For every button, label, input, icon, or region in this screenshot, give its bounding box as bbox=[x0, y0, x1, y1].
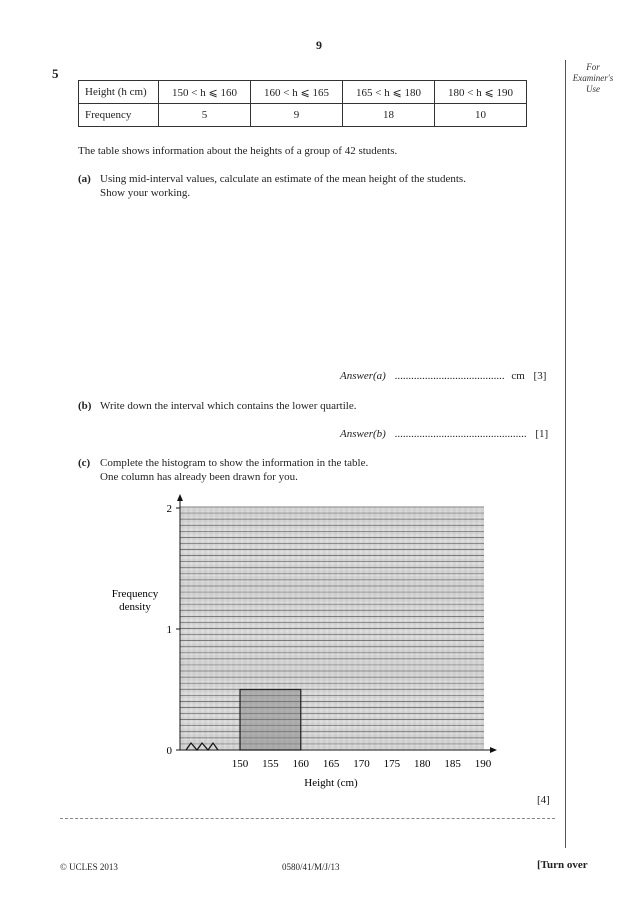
table-cell: 9 bbox=[251, 104, 343, 127]
part-a-unit: cm bbox=[511, 370, 525, 382]
x-tick-label: 185 bbox=[444, 758, 461, 770]
x-tick-label: 170 bbox=[353, 758, 370, 770]
page-number: 9 bbox=[316, 38, 322, 52]
part-b-question: Write down the interval which contains the lower quartile. bbox=[100, 400, 357, 412]
part-a-line-1: Using mid-interval values, calculate an estimate of the mean height of the students. bbox=[100, 173, 466, 185]
x-tick-label: 190 bbox=[474, 758, 492, 770]
part-a-line-2: Show your working. bbox=[100, 187, 191, 199]
examiner-line-2: Examiner's bbox=[572, 73, 614, 83]
y-tick-label: 2 bbox=[166, 503, 172, 515]
part-b-marks: [1] bbox=[535, 428, 549, 440]
y-axis-arrow bbox=[177, 494, 183, 501]
x-tick-label: 175 bbox=[383, 758, 401, 770]
table-cell: 10 bbox=[435, 104, 527, 127]
table-row-header: Frequency bbox=[79, 104, 159, 127]
x-tick-label: 165 bbox=[322, 758, 340, 770]
chart-bars bbox=[240, 690, 301, 751]
x-tick-label: 160 bbox=[292, 758, 309, 770]
part-b-answer-field[interactable]: ................................................ bbox=[394, 428, 527, 440]
part-b-label: (b) bbox=[78, 400, 92, 412]
table-cell: 150 < h ⩽ 160 bbox=[159, 81, 251, 104]
histogram-bar bbox=[240, 690, 301, 751]
bottom-rule bbox=[60, 818, 555, 819]
x-tick-label: 180 bbox=[414, 758, 431, 770]
part-a-marks: [3] bbox=[533, 370, 547, 382]
intro-text: The table shows information about the heights of a group of 42 students. bbox=[78, 145, 398, 157]
x-axis-arrow bbox=[490, 747, 497, 753]
part-b-answer-label: Answer(b) bbox=[340, 428, 386, 440]
part-a-answer-label: Answer(a) bbox=[340, 370, 386, 382]
y-axis-label-line-1: Frequency bbox=[111, 588, 159, 600]
examiner-line-1: For bbox=[586, 62, 600, 72]
footer-code: 0580/41/M/J/13 bbox=[282, 862, 340, 872]
footer-copyright: © UCLES 2013 bbox=[60, 862, 118, 872]
y-axis-label-line-2: density bbox=[119, 601, 151, 613]
part-c-line-2: One column has already been drawn for you. bbox=[100, 471, 298, 483]
question-number: 5 bbox=[52, 66, 59, 81]
table-cell: 165 < h ⩽ 180 bbox=[343, 81, 435, 104]
x-tick-label: 155 bbox=[262, 758, 279, 770]
table-cell: 18 bbox=[343, 104, 435, 127]
table-cell: 160 < h ⩽ 165 bbox=[251, 81, 343, 104]
examiner-line-3: Use bbox=[586, 84, 600, 94]
part-a-label: (a) bbox=[78, 173, 91, 185]
part-c-marks: [4] bbox=[537, 794, 550, 806]
table-cell: 5 bbox=[159, 104, 251, 127]
turn-over: [Turn over bbox=[537, 859, 588, 871]
part-c-line-1: Complete the histogram to show the information in the table. bbox=[100, 457, 369, 469]
x-tick-label: 150 bbox=[231, 758, 249, 770]
part-c-label: (c) bbox=[78, 457, 91, 469]
part-a-answer-field[interactable]: ........................................ bbox=[394, 370, 505, 382]
chart-grid bbox=[180, 507, 484, 750]
y-tick-label: 0 bbox=[166, 745, 172, 757]
y-tick-label: 1 bbox=[166, 624, 172, 636]
table-row-header: Height (h cm) bbox=[79, 81, 159, 104]
x-axis-label: Height (cm) bbox=[304, 777, 358, 789]
table-cell: 180 < h ⩽ 190 bbox=[435, 81, 527, 104]
